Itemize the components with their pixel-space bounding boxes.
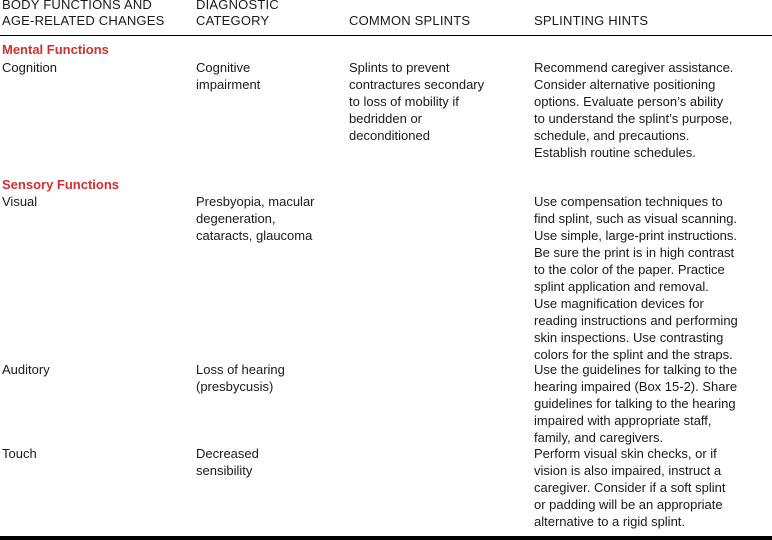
text-line: Loss of hearing	[196, 362, 285, 377]
text-line: reading instructions and performing	[534, 313, 738, 328]
row-hints-auditory	[534, 361, 772, 446]
text-line: family, and caregivers.	[534, 430, 664, 445]
text-line: Recommend caregiver assistance.	[534, 60, 734, 75]
row-diagnostic-touch	[196, 445, 360, 479]
text-line: cataracts, glaucoma	[196, 228, 313, 243]
text-line: or padding will be an appropriate	[534, 497, 723, 512]
text-line: vision is also impaired, instruct a	[534, 463, 722, 478]
text-line: Decreased	[196, 446, 259, 461]
header-line: DIAGNOSTIC	[196, 0, 279, 12]
text-line: alternative to a rigid splint.	[534, 514, 686, 529]
text-line: schedule, and precautions.	[534, 128, 690, 143]
header-line: BODY FUNCTIONS AND	[2, 0, 152, 12]
header-common-splints: COMMON SPLINTS	[349, 13, 471, 28]
text-line: find splint, such as visual scanning.	[534, 211, 738, 226]
text-line: Be sure the print is in high contrast	[534, 245, 735, 260]
text-line: caregiver. Consider if a soft splint	[534, 480, 726, 495]
text-line: options. Evaluate person’s ability	[534, 94, 724, 109]
text-line: (presbycusis)	[196, 379, 274, 394]
text-line: to the color of the paper. Practice	[534, 262, 725, 277]
text-line: impairment	[196, 77, 261, 92]
header-body-functions	[2, 0, 164, 29]
header-rule	[0, 35, 772, 36]
row-hints-visual	[534, 193, 772, 363]
header-line: AGE-RELATED CHANGES	[2, 13, 165, 28]
row-diagnostic-cognition	[196, 59, 350, 93]
text-line: Use simple, large-print instructions.	[534, 228, 738, 243]
text-line: degeneration,	[196, 211, 276, 226]
row-diagnostic-visual	[196, 193, 360, 244]
header-splinting-hints: SPLINTING HINTS	[534, 13, 649, 28]
text-line: contractures secondary	[349, 77, 485, 92]
text-line: deconditioned	[349, 128, 430, 143]
text-line: Presbyopia, macular	[196, 194, 315, 209]
text-line: Establish routine schedules.	[534, 145, 696, 160]
row-function-auditory: Auditory	[2, 362, 50, 377]
text-line: Perform visual skin checks, or if	[534, 446, 717, 461]
text-line: sensibility	[196, 463, 253, 478]
text-line: impaired with appropriate staff,	[534, 413, 712, 428]
text-line: Splints to prevent	[349, 60, 450, 75]
table-bottom-rule	[0, 536, 772, 540]
text-line: guidelines for talking to the hearing	[534, 396, 736, 411]
row-function-cognition: Cognition	[2, 60, 57, 75]
row-splints-cognition	[349, 59, 533, 144]
text-line: Use compensation techniques to	[534, 194, 723, 209]
section-title-mental: Mental Functions	[2, 42, 109, 57]
section-title-sensory: Sensory Functions	[2, 177, 120, 192]
text-line: bedridden or	[349, 111, 422, 126]
text-line: splint application and removal.	[534, 279, 709, 294]
row-function-touch: Touch	[2, 446, 37, 461]
header-line: CATEGORY	[196, 13, 270, 28]
table-header	[0, 0, 772, 34]
text-line: colors for the splint and the straps.	[534, 347, 733, 362]
text-line: hearing impaired (Box 15-2). Share	[534, 379, 738, 394]
text-line: Use magnification devices for	[534, 296, 704, 311]
row-diagnostic-auditory	[196, 361, 360, 395]
text-line: Cognitive	[196, 60, 251, 75]
text-line: Consider alternative positioning	[534, 77, 716, 92]
text-line: to loss of mobility if	[349, 94, 459, 109]
text-line: to understand the splint’s purpose,	[534, 111, 733, 126]
row-hints-cognition	[534, 59, 772, 161]
header-diagnostic-category	[196, 0, 279, 29]
text-line: skin inspections. Use contrasting	[534, 330, 724, 345]
text-line: Use the guidelines for talking to the	[534, 362, 738, 377]
row-hints-touch	[534, 445, 772, 530]
row-function-visual: Visual	[2, 194, 38, 209]
